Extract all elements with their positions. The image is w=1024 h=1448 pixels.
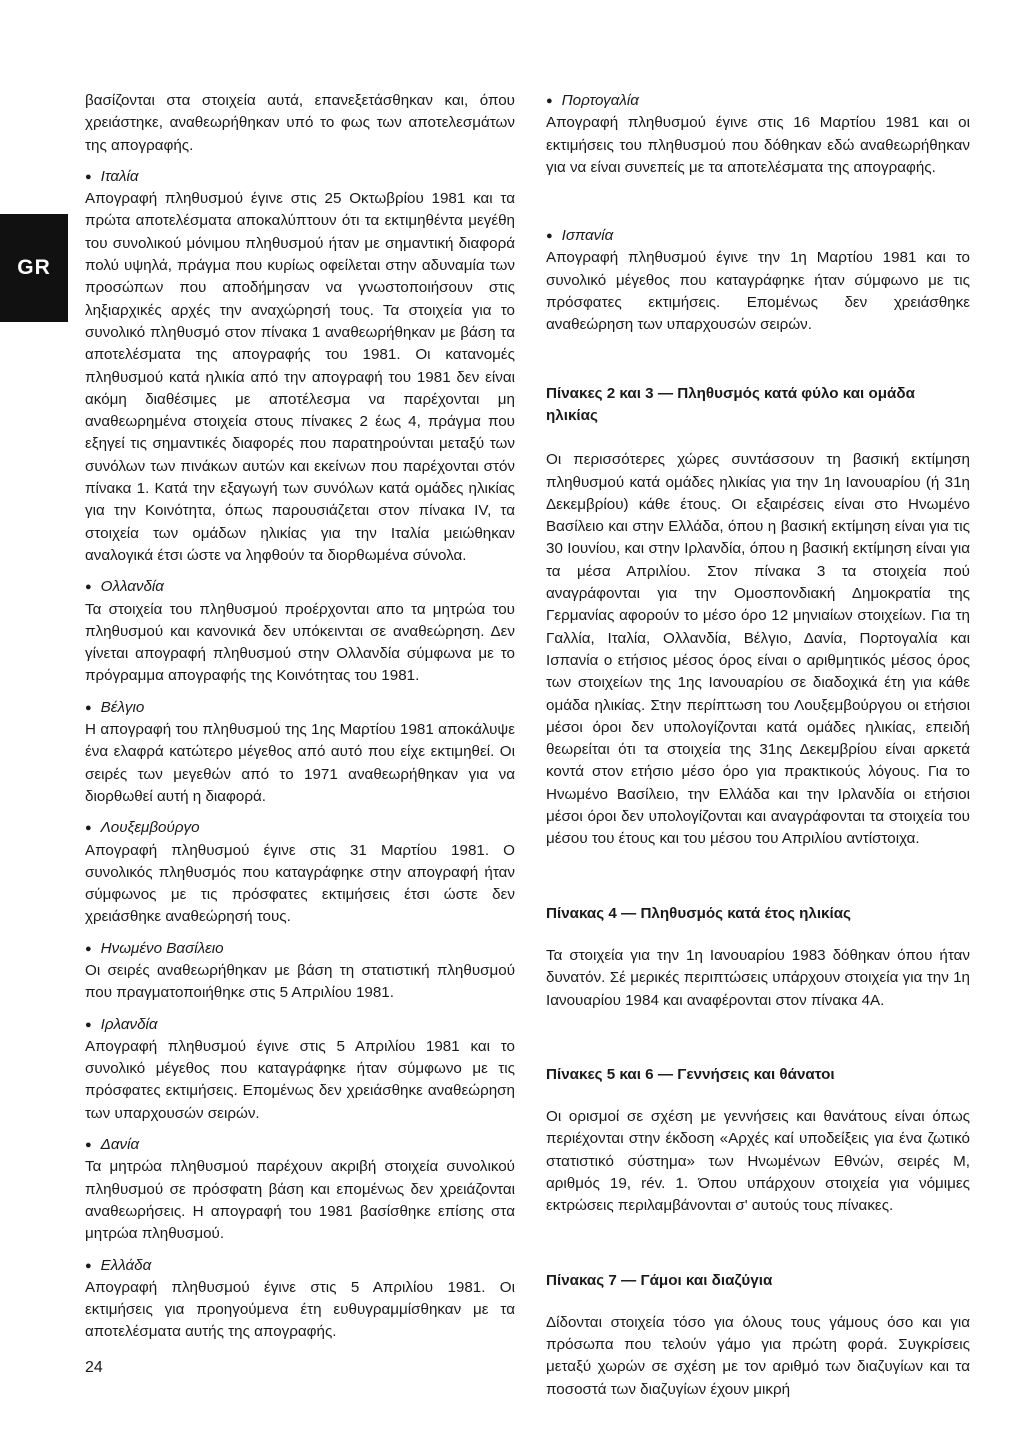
bullet-icon: ● <box>85 1018 92 1031</box>
bullet-icon: ● <box>85 1139 92 1152</box>
page-number: 24 <box>85 1359 103 1376</box>
section-text-italy: Απογραφή πληθυσμού έγινε στις 25 Οκτωβρίου 1981 και τα πρώτα αποτελέσματα αποκαλύπτουν ότι τα εκτιμηθέντα μεγέθη του συνολικού μόνιμου πληθυσμού ήταν με σημαντική διαφορά πολύ υψηλά, πράγμα που κυρίως οφείλεται στην αδυναμία των προσώπων που αποδήμησαν να γνωστοποιήσουν στις ληξιαρχικές αρχές την αναχώρησή τους. Τα στοιχεία για το συνολικό πληθυσμό στον πίνακα 1 αναθεωρήθηκαν με βάση τα αποτελέσματα της απογραφής του 1981. Οι κατανομές πληθυσμού κατά ηλικία από την απογραφή του 1981 δεν είναι ακόμη διαθέσιμες με αποτέλεσμα να παρέχονται μη αναθεωρημένα στοιχεία στους πίνακες 2 έως 4, πράγμα που εξηγεί τις σημαντικές διαφορές που παρατηρούνται μεταξύ των συνόλων των πινάκων αυτών και εκείνων που παρέχονται στόν πίνακα 1. Κατά την εξαγωγή των συνόλων κατά ομάδες ηλικίας για την Κοινότητα, όπως παρουσιάζεται στον πίνακα IV, τα στοιχεία των ομάδων ηλικίας για την Ιταλία μειώθηκαν αναλογικά έτσι ώστε να ληφθούν τα διορθωμένα σύνολα. <box>85 190 515 564</box>
bullet-icon: ● <box>85 942 92 955</box>
heading-tables-2-3: Πίνακες 2 και 3 — Πληθυσμός κατά φύλο και ομάδα ηλικίας <box>546 384 915 424</box>
section-text-greece: Απογραφή πληθυσμού έγινε στις 5 Απριλίου 1981. Οι εκτιμήσεις για προηγούμενα έτη ευθυγραμμίσθηκαν με τα αποτελέσματα αυτής της απογραφής. <box>85 1278 515 1341</box>
section-title-spain: ● Ισπανία <box>546 227 614 245</box>
left-column <box>85 90 515 1344</box>
section-text-luxembourg: Απογραφή πληθυσμού έγινε στις 31 Μαρτίου 1981. Ο συνολικός πληθυσμός που καταγράφηκε στην απογραφή ήταν σύμφωνος με τις πρόσφατες εκτιμήσεις έτσι ώστε δεν χρειάσθηκε αναθεώρησή τους. <box>85 841 515 926</box>
section-title-luxembourg: ● Λουξεμβούργο <box>85 819 200 837</box>
section-text-ireland: Απογραφή πληθυσμού έγινε στις 5 Απριλίου 1981 και το συνολικό μέγεθος που καταγράφηκε ήταν σύμφωνο με τις πρόσφατες εκτιμήσεις. Επομένως δεν χρειάσθηκε αναθεώρηση των υπαρχουσών σειρών. <box>85 1037 515 1122</box>
bullet-icon: ● <box>85 822 92 835</box>
text-table-4: Τα στοιχεία για την 1η Ιανουαρίου 1983 δόθηκαν όπου ήταν δυνατόν. Σέ μερικές περιπτώσεις υπάρχουν στοιχεία για την 1η Ιανουαρίου 1984 και αναφέρονται στον πίνακα 4Α. <box>546 946 970 1009</box>
section-text-denmark: Τα μητρώα πληθυσμού παρέχουν ακριβή στοιχεία συνολικού πληθυσμού σε πρόσφατη βάση και επομένως δεν χρειάζονται αναθεωρήσεις. Η απογραφή του 1981 βασίσθηκε επίσης στα μητρώα πληθυσμού. <box>85 1158 515 1243</box>
section-title-italy: ● Ιταλία <box>85 167 139 185</box>
section-text-belgium: Η απογραφή του πληθυσμού της 1ης Μαρτίου 1981 αποκάλυψε ένα ελαφρά κατώτερο μέγεθος από αυτό που είχε εκτιμηθεί. Οι σειρές των μεγεθών από το 1971 αναθεωρήθηκαν για να διορθωθεί αυτή η διαφορά. <box>85 721 515 805</box>
bullet-icon: ● <box>85 170 92 183</box>
heading-tables-5-6: Πίνακες 5 και 6 — Γεννήσεις και θάνατοι <box>546 1065 835 1083</box>
heading-table-7: Πίνακας 7 — Γάμοι και διαζύγια <box>546 1271 773 1289</box>
language-tab: GR <box>0 214 68 322</box>
section-text-portugal: Απογραφή πληθυσμού έγινε στις 16 Μαρτίου 1981 και οι εκτιμήσεις του πληθυσμού που δόθηκαν εδώ αναθεωρήθηκαν για να είναι συνεπείς με τα αποτελέσματα της απογραφής. <box>546 114 970 176</box>
bullet-icon: ● <box>546 95 553 107</box>
right-column <box>546 90 970 1401</box>
section-title-greece: ● Ελλάδα <box>85 1256 152 1274</box>
section-text-spain: Απογραφή πληθυσμού έγινε την 1η Μαρτίου 1981 και το συνολικό μέγεθος που καταγράφηκε ήταν σύμφωνο με τις πρόσφατες εκτιμήσεις. Επομένως δεν χρειάσθηκε αναθεώρηση των υπαρχουσών σειρών. <box>546 249 970 334</box>
section-title-denmark: ● Δανία <box>85 1136 140 1154</box>
bullet-icon: ● <box>85 1259 92 1272</box>
text-table-7: Δίδονται στοιχεία τόσο για όλους τους γάμους όσο και για πρόσωπα που τελούν γάμο για πρώτη φορά. Συγκρίσεις μεταξύ χωρών σε σχέση με τον αριθμό των διαζυγίων και τα ποσοστά των διαζυγίων έχουν μικρή <box>546 1313 970 1398</box>
section-title-uk: ● Ηνωμένο Βασίλειο <box>85 939 224 957</box>
bullet-icon: ● <box>546 230 553 243</box>
section-title-ireland: ● Ιρλανδία <box>85 1015 158 1033</box>
intro-paragraph: βασίζονται στα στοιχεία αυτά, επανεξετάσθηκαν και, όπου χρειάστηκε, αναθεωρήθηκαν υπό το φως των αποτελεσμάτων της απογραφής. <box>85 92 515 154</box>
bullet-icon: ● <box>85 581 92 594</box>
section-title-netherlands: ● Ολλανδία <box>85 578 164 596</box>
bullet-icon: ● <box>85 701 92 714</box>
heading-table-4: Πίνακας 4 — Πληθυσμός κατά έτος ηλικίας <box>546 904 851 922</box>
section-title-belgium: ● Βέλγιο <box>85 698 145 716</box>
section-text-uk: Οι σειρές αναθεωρήθηκαν με βάση τη στατιστική πληθυσμού που πραγματοποιήθηκε στις 5 Απριλίου 1981. <box>85 961 515 1002</box>
text-tables-5-6: Οι ορισμοί σε σχέση με γεννήσεις και θανάτους είναι όπως περιέχονται στην έκδοση «Αρχές καί υποδείξεις για ένα ζωτικό στατιστικό σύστημα» των Ηνωμένων Εθνών, σειρές Μ, αριθμός 19, rév. 1. Όπου υπάρχουν στοιχεία για νόμιμες εκτρώσεις περιλαμβάνονται σ' αυτούς τους πίνακες. <box>546 1108 970 1215</box>
text-tables-2-3: Οι περισσότερες χώρες συντάσσουν τη βασική εκτίμηση πληθυσμού κατά ομάδες ηλικίας για την 1η Ιανουαρίου (ή 31η Δεκεμβρίου) κάθε έτους. Οι εξαιρέσεις είναι στο Ηνωμένο Βασίλειο και στην Ελλάδα, όπου η βασική εκτίμηση είναι για τις 30 Ιουνίου, και στην Ιρλανδία, όπου η βασική εκτίμηση είναι για τα μέσα Απριλίου. Στον πίνακα 3 τα στοιχεία πού αναγράφονται για την Ομοσπονδιακή Δημοκρατία της Γερμανίας αφορούν το μέσο όρο 12 μηνιαίων στοιχείων. Για τη Γαλλία, Ιταλία, Ολλανδία, Βέλγιο, Δανία, Πορτογαλία και Ισπανία ο ετήσιος μέσος όρος είναι ο αριθμητικός μέσος όρος των στοιχείων της 1ης Ιανουαρίου σε διαδοχικά έτη για κάθε ομάδα ηλικίας. Στην περίπτωση του Λουξεμβούργου οι ετήσιοι μέσοι όροι δεν υπολογίζονται κατά ομάδες ηλικίας, επειδή θεωρείται ότι τα στοιχεία της 31ης Δεκεμβρίου είναι αρκετά κοντά στον ετήσιο μέσο όρο για πρακτικούς λόγους. Για το Ηνωμένο Βασίλειο, την Ελλάδα και την Ιρλανδία οι ετήσιοι μέσοι όροι δεν υπολογίζονται και αναγράφονται τα στοιχεία του μέσου του έτους και του μέσου του Απριλίου αντίστοιχα. <box>546 451 970 848</box>
section-text-netherlands: Τα στοιχεία του πληθυσμού προέρχονται απο τα μητρώα του πληθυσμού και κανονικά δεν υπόκεινται σε αναθεώρηση. Δεν γίνεται απογραφή πληθυσμού στην Ολλανδία σύμφωνα με το πρόγραμμα απογραφής της Κοινότητας του 1981. <box>85 600 515 685</box>
section-title-portugal: ● Πορτογαλία <box>546 92 639 109</box>
